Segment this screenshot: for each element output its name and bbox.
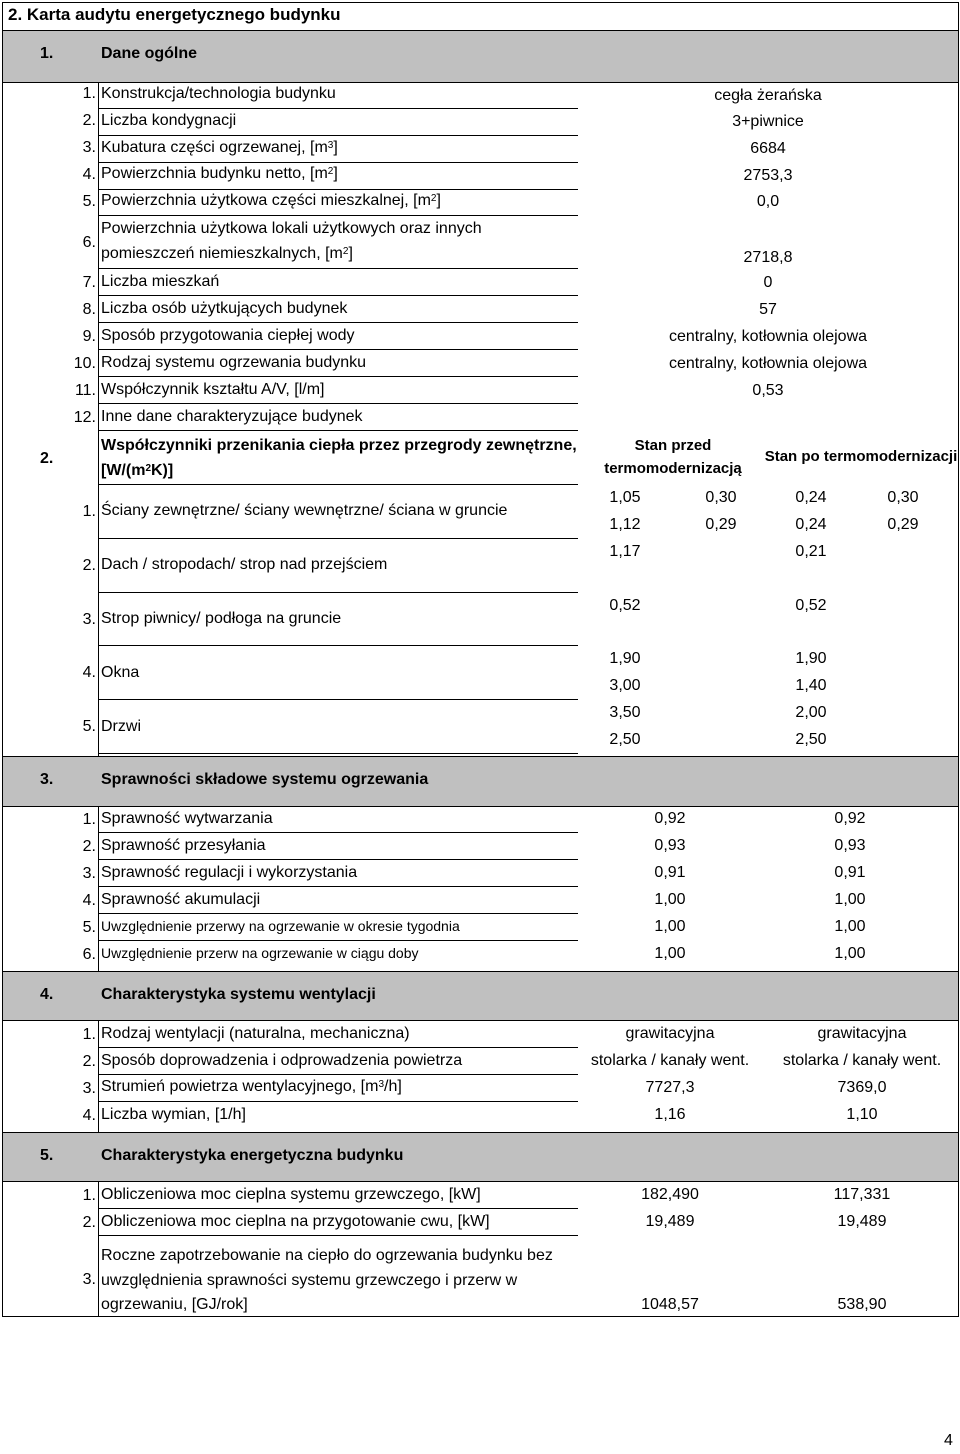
section-2-number: 2. <box>40 450 54 467</box>
value-before: 0,92 <box>654 810 686 827</box>
value-after: 0,93 <box>834 837 866 854</box>
row-number: 1. <box>82 85 96 102</box>
section-4-heading: Charakterystyka systemu wentylacji <box>101 986 376 1003</box>
column-header-before-line2: termomodernizacją <box>604 460 742 477</box>
row-value: centralny, kotłownia olejowa <box>668 328 868 345</box>
value-after: 0,92 <box>834 810 866 827</box>
column-header-before-line1: Stan przed <box>634 437 712 454</box>
row-label: Uwzględnienie przerwy na ogrzewanie w okresie tygodnia <box>101 918 460 934</box>
value-after: 7369,0 <box>837 1079 887 1096</box>
row-number: 2. <box>82 112 96 129</box>
row-number: 5. <box>82 193 96 210</box>
row-label: Powierzchnia budynku netto, $[m^2]$ <box>101 165 338 182</box>
section-4-number: 4. <box>40 986 54 1003</box>
row-label: Rodzaj wentylacji (naturalna, mechaniczna) <box>101 1025 410 1042</box>
row-number: 10. <box>73 355 96 372</box>
row-label: Obliczeniowa moc cieplna na przygotowanie cwu, [kW] <box>101 1213 490 1230</box>
row-value: 0,0 <box>756 193 780 210</box>
row-number: 3. <box>82 139 96 156</box>
value-before: 1,16 <box>654 1106 686 1123</box>
row-value: 0,53 <box>752 382 784 399</box>
u-value: 0,52 <box>795 597 827 614</box>
row-value: 2753,3 <box>743 167 793 184</box>
value-before: 19,489 <box>645 1213 695 1230</box>
u-value: 2,50 <box>795 731 827 748</box>
row-number: 4. <box>82 892 96 909</box>
row-label: Współczynnik kształtu A/V, [l/m] <box>101 381 325 398</box>
u-value: 1,17 <box>609 543 641 560</box>
row-label: Drzwi <box>101 718 141 735</box>
row-label: Inne dane charakteryzujące budynek <box>101 408 363 425</box>
row-label: Sprawność wytwarzania <box>101 810 273 827</box>
u-value: 3,50 <box>609 704 641 721</box>
value-after: stolarka / kanały went. <box>782 1052 942 1069</box>
row-number: 11. <box>74 382 96 399</box>
value-before: 0,93 <box>654 837 686 854</box>
row-label: Powierzchnia użytkowa części mieszkalnej, $[m^2]$ <box>101 192 441 209</box>
value-after: 19,489 <box>837 1213 887 1230</box>
row-label-line2: uwzględnienia sprawności systemu grzewczego i przerw w <box>101 1272 518 1289</box>
u-value: 0,30 <box>705 489 737 506</box>
row-number: 2. <box>82 1214 96 1231</box>
row-number: 9. <box>82 328 96 345</box>
row-label: Okna <box>101 664 140 681</box>
value-before: 1048,57 <box>641 1296 699 1313</box>
column-header-after: Stan po termomodernizacji <box>764 448 958 465</box>
row-number: 6. <box>82 234 96 251</box>
u-value: 2,50 <box>609 731 641 748</box>
page-number: 4 <box>944 1432 953 1449</box>
value-after: 538,90 <box>837 1296 887 1313</box>
row-label: Strop piwnicy/ podłoga na gruncie <box>101 610 342 627</box>
u-value: 0,29 <box>705 516 737 533</box>
value-before: 1,00 <box>654 945 686 962</box>
row-label: Kubatura części ogrzewanej, $[m^3]$ <box>101 139 338 156</box>
row-value: centralny, kotłownia olejowa <box>668 355 868 372</box>
row-number: 6. <box>82 946 96 963</box>
row-number: 12. <box>73 409 96 426</box>
row-number: 2. <box>82 1053 96 1070</box>
value-after: 1,00 <box>834 918 866 935</box>
section-5-heading: Charakterystyka energetyczna budynku <box>101 1147 404 1164</box>
document-title: 2. Karta audytu energetycznego budynku <box>8 5 341 24</box>
section-3-heading: Sprawności składowe systemu ogrzewania <box>101 771 429 788</box>
row-number: 5. <box>82 718 96 735</box>
u-value: 1,40 <box>795 677 827 694</box>
row-label: Liczba kondygnacji <box>101 112 237 129</box>
row-number: 4. <box>82 1107 96 1124</box>
row-number: 2. <box>82 838 96 855</box>
row-label: Liczba mieszkań <box>101 273 220 290</box>
row-label: Ściany zewnętrzne/ ściany wewnętrzne/ ściana w gruncie <box>101 502 508 519</box>
row-label-line1: Powierzchnia użytkowa lokali użytkowych oraz innych <box>101 220 482 237</box>
row-label: Sprawność akumulacji <box>101 891 261 908</box>
row-label: Rodzaj systemu ogrzewania budynku <box>101 354 367 371</box>
row-value: cegła żerańska <box>714 87 822 104</box>
row-number: 1. <box>82 1187 96 1204</box>
row-number: 3. <box>82 1080 96 1097</box>
row-number: 7. <box>82 274 96 291</box>
row-value: 0 <box>763 274 773 291</box>
row-label: Sprawność przesyłania <box>101 837 266 854</box>
value-after: grawitacyjna <box>817 1025 907 1042</box>
row-label: Sprawność regulacji i wykorzystania <box>101 864 358 881</box>
row-number: 4. <box>82 166 96 183</box>
row-number: 1. <box>82 503 96 520</box>
value-before: 182,490 <box>641 1186 699 1203</box>
row-number: 3. <box>82 611 96 628</box>
u-value: 2,00 <box>795 704 827 721</box>
u-value: 3,00 <box>609 677 641 694</box>
row-label-line2: pomieszczeń niemieszkalnych, $[m^2]$ <box>101 245 353 262</box>
value-before: grawitacyjna <box>625 1025 715 1042</box>
row-label: Obliczeniowa moc cieplna systemu grzewczego, [kW] <box>101 1186 481 1203</box>
value-before: stolarka / kanały went. <box>590 1052 750 1069</box>
section-1-heading: Dane ogólne <box>101 45 198 62</box>
row-label: Liczba osób użytkujących budynek <box>101 300 348 317</box>
u-value: 1,05 <box>609 489 641 506</box>
u-value: 0,30 <box>887 489 919 506</box>
row-label: Dach / stropodach/ strop nad przejściem <box>101 556 388 573</box>
row-number: 2. <box>82 557 96 574</box>
row-label-line1: Roczne zapotrzebowanie na ciepło do ogrzewania budynku bez <box>101 1247 553 1264</box>
row-value: 6684 <box>750 140 786 157</box>
row-number: 3. <box>82 1271 96 1288</box>
u-value: 1,90 <box>609 650 641 667</box>
u-value: 0,52 <box>609 597 641 614</box>
value-after: 0,91 <box>834 864 866 881</box>
value-after: 1,10 <box>846 1106 878 1123</box>
row-label: Sposób przygotowania ciepłej wody <box>101 327 355 344</box>
section-1-number: 1. <box>40 45 54 62</box>
u-value: 1,90 <box>795 650 827 667</box>
row-label: Sposób doprowadzenia i odprowadzenia powietrza <box>101 1052 463 1069</box>
row-number: 1. <box>82 1026 96 1043</box>
row-label: Konstrukcja/technologia budynku <box>101 85 336 102</box>
value-before: 7727,3 <box>645 1079 695 1096</box>
u-value: 0,24 <box>795 516 827 533</box>
value-after: 1,00 <box>834 891 866 908</box>
row-label: Liczba wymian, [1/h] <box>101 1106 246 1123</box>
value-before: 1,00 <box>654 891 686 908</box>
value-after: 1,00 <box>834 945 866 962</box>
value-after: 117,331 <box>833 1186 891 1203</box>
value-before: 0,91 <box>654 864 686 881</box>
row-number: 3. <box>82 865 96 882</box>
u-value: 1,12 <box>609 516 641 533</box>
section-3-number: 3. <box>40 771 54 788</box>
row-number: 4. <box>82 664 96 681</box>
row-label-line3: ogrzewaniu, [GJ/rok] <box>101 1296 248 1313</box>
row-number: 5. <box>82 919 96 936</box>
row-number: 1. <box>82 811 96 828</box>
row-label: Uwzględnienie przerw na ogrzewanie w ciągu doby <box>101 945 419 961</box>
value-before: 1,00 <box>654 918 686 935</box>
section-5-number: 5. <box>40 1147 54 1164</box>
row-value: 3+piwnice <box>732 113 804 130</box>
row-label: Strumień powietrza wentylacyjnego, $[m^3/h]$ <box>101 1078 402 1095</box>
row-value: 2718,8 <box>743 249 793 266</box>
section-2-heading-line2: $[W/(m^2K)]$ <box>101 462 174 479</box>
u-value: 0,29 <box>887 516 919 533</box>
u-value: 0,21 <box>795 543 827 560</box>
section-2-heading-line1: Współczynniki przenikania ciepła przez przegrody zewnętrzne, <box>101 437 577 454</box>
row-value: 57 <box>759 301 777 318</box>
row-number: 8. <box>82 301 96 318</box>
u-value: 0,24 <box>795 489 827 506</box>
